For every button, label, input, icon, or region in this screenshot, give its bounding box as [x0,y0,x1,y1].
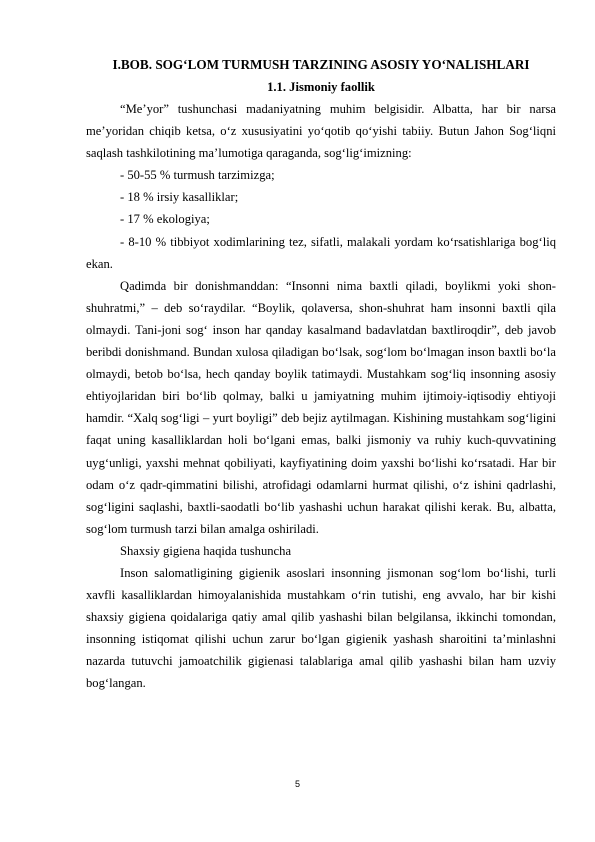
list-item: - 50-55 % turmush tarzimizga; [120,168,275,183]
section-title: 1.1. Jismoniy faollik [267,80,375,94]
subheading: Shaxsiy gigiena haqida tushuncha [120,543,292,558]
body-paragraph: Qadimda bir donishmanddan: “Insonni nima baxtli qiladi, boylikmi yoki shon-shuhratmi,” – deb so‘raydilar. “Boylik, qolaversa, shon-shuhrat ham insonni baxtli qila olmaydi. Tani-joni sog‘ inson har qanday kasalmand badavlatdan baxtliroqdir”, deb javob beribdi donishmand. Bundan xulosa qiladigan bo‘lsak, sog‘lom bo‘lmagan inson baxtli bo‘la olmaydi, betob bo‘lsa, hech qanday boylik tatimaydi. Mustahkam sog‘liq insonning asosiy ehtiyojlaridan biri bo‘lib qolmay, balki u jamiyatning muhim ijtimoiy-iqtisodiy ehtiyoji hamdir. “Xalq sog‘ligi – yurt boyligi” deb bejiz aytilmagan. Kishining mustahkam sog‘ligini faqat uning kasalliklardan holi bo‘lgani emas, balki jismoniy va ruhiy kuch-quvvatining uyg‘unligi, yaxshi mehnat qobiliyati, kayfiyatining doim yaxshi bo‘lishi ko‘rsatadi. Har bir odam o‘z qadr-qimmatini bilishi, atrofidagi odamlarni hurmat qilishi, o‘z ishini qadrlashi, sog‘ligini saqlashi, baxtli-saodatli bo‘lib yashashi uchun harakat qilishi kerak. Bu, albatta, sog‘lom turmush tarzi bilan amalga oshiriladi. [86,278,556,536]
document-page [86,54,556,695]
body-paragraph: Inson salomatligining gigienik asoslari insonning jismonan sog‘lom bo‘lishi, turli xavfli kasalliklardan himoyalanishida mustahkam o‘rin tutishi, eng avvalo, har bir kishi shaxsiy gigiena qoidalariga qatiy amal qilib yashashi bilan belgilansa, ikkinchi tomondan, insonning istiqomat qilishi uchun zarur bo‘lgan gigienik yashash sharoitini ta’minlashni nazarda tutuvchi jamoatchilik gigienasi talablariga amal qilib yashashi bilan ham uzviy bog‘langan. [86,565,556,691]
page-number: 5 [294,779,300,789]
list-item: - 18 % irsiy kasalliklar; [120,190,239,205]
list-item: - 17 % ekologiya; [120,212,210,227]
chapter-title: I.BOB. SOG‘LOM TURMUSH TARZINING ASOSIY YO‘NALISHLARI [112,57,530,72]
list-item: - 8-10 % tibbiyot xodimlarining tez, sifatli, malakali yordam ko‘rsatishlariga bog‘liq ekan. [86,234,556,271]
intro-paragraph: “Me’yor” tushunchasi madaniyatning muhim belgisidir. Albatta, har bir narsa me’yoridan chiqib ketsa, o‘z xususiyatini yo‘qotib qo‘yishi tabiiy. Butun Jahon Sog‘liqni saqlash tashkilotining ma’lumotiga qaraganda, sog‘lig‘imizning: [86,102,556,161]
